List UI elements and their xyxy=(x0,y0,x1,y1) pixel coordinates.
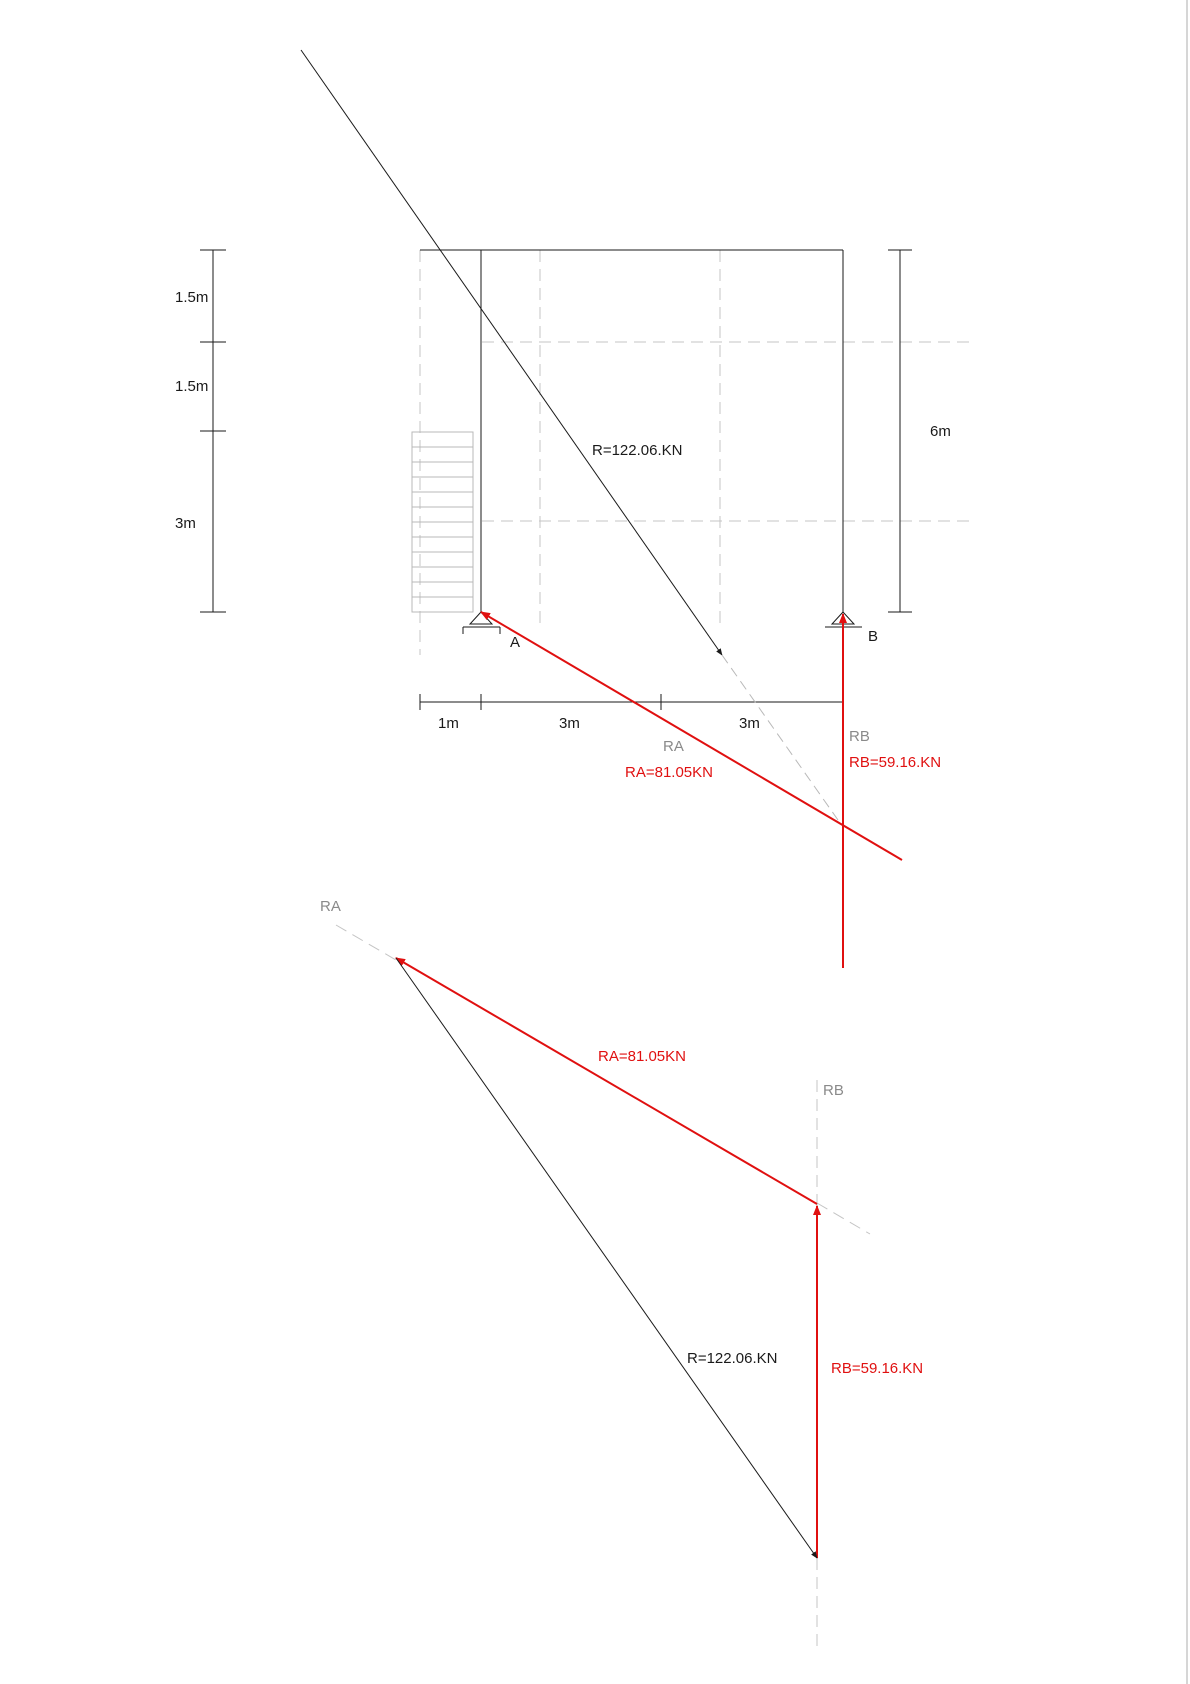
right-dimension-line xyxy=(888,250,912,612)
polygon-rb-value: RB=59.16.KN xyxy=(831,1360,924,1377)
reaction-a-line xyxy=(481,612,902,860)
ra-direction-ext xyxy=(336,925,396,960)
bottom-dimension-line xyxy=(420,694,843,710)
frame-diagram xyxy=(175,50,970,968)
support-a-symbol xyxy=(463,612,500,634)
dim-bottom-left: 1m xyxy=(438,715,459,732)
construction-grid xyxy=(420,250,970,655)
dim-left-middle: 1.5m xyxy=(175,378,209,395)
distributed-load xyxy=(412,432,473,612)
dim-left-top: 1.5m xyxy=(175,289,209,306)
polygon-ra-value: RA=81.05KN xyxy=(598,1048,686,1065)
dim-bottom-middle: 3m xyxy=(559,715,580,732)
frame-members xyxy=(420,250,843,612)
resultant-label: R=122.06.KN xyxy=(592,442,683,459)
rb-value-label: RB=59.16.KN xyxy=(849,754,942,771)
ra-value-label: RA=81.05KN xyxy=(625,764,713,781)
dim-left-bottom: 3m xyxy=(175,515,196,532)
polygon-ra-line-label: RA xyxy=(320,898,341,915)
force-polygon xyxy=(320,898,923,1652)
support-a-label: A xyxy=(510,634,521,651)
support-b-label: B xyxy=(868,628,879,645)
dim-bottom-right: 3m xyxy=(739,715,760,732)
resultant-extension xyxy=(722,655,838,820)
polygon-resultant-label: R=122.06.KN xyxy=(687,1350,778,1367)
rb-line-label: RB xyxy=(849,728,870,745)
dim-right: 6m xyxy=(930,423,951,440)
polygon-ra-vector xyxy=(396,958,817,1204)
ra-direction-ext-end xyxy=(817,1203,870,1234)
ra-line-label: RA xyxy=(663,738,684,755)
polygon-rb-line-label: RB xyxy=(823,1082,844,1099)
resultant-line xyxy=(301,50,722,655)
